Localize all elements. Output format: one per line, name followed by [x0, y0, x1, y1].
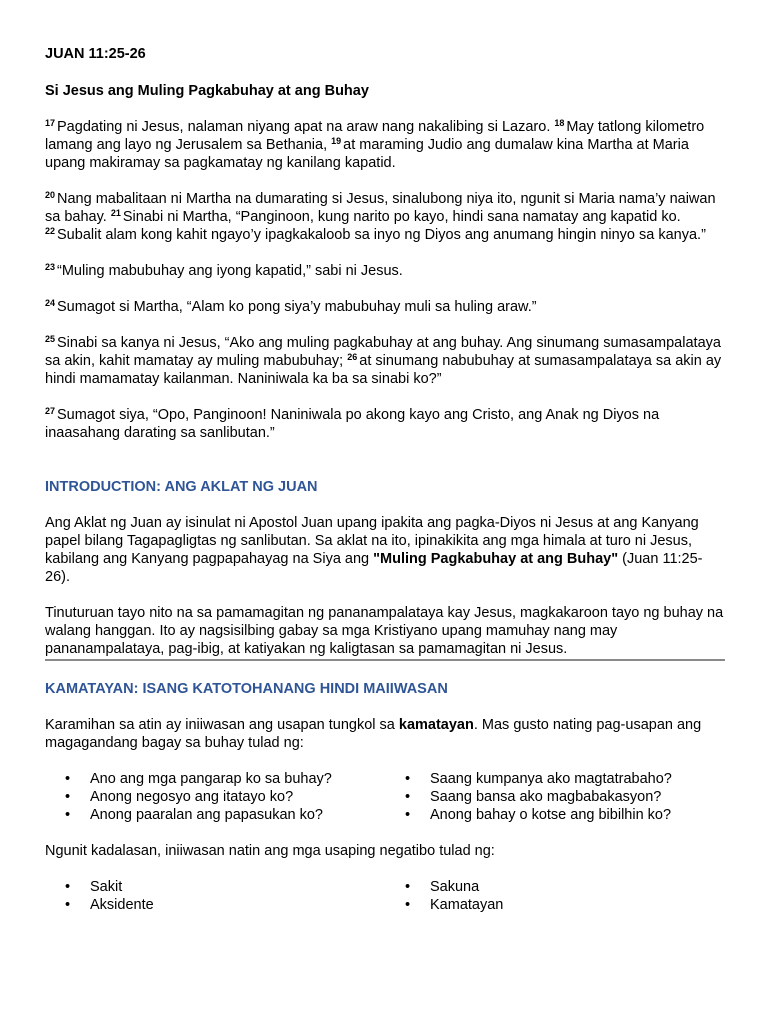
verse-number: 18	[554, 118, 565, 128]
list-item: • Sakit	[45, 878, 385, 896]
verse-text: at maraming Judio ang dumalaw kina Martha at Maria upang makiramay sa pagkamatay ng kanilang kapatid.	[45, 137, 689, 171]
scripture-paragraph	[45, 334, 725, 388]
kamatayan-text: Karamihan sa atin ay iniiwasan ang usapan tungkol sa	[45, 717, 399, 733]
verse-text: “Muling mabubuhay ang iyong kapatid,” sabi ni Jesus.	[57, 263, 403, 279]
bullet-column-right	[385, 878, 725, 914]
scripture-passage	[45, 118, 725, 442]
list-item: • Aksidente	[45, 896, 385, 914]
scripture-paragraph	[45, 298, 725, 316]
scripture-paragraph	[45, 190, 725, 244]
kamatayan-paragraph: Ngunit kadalasan, iniiwasan natin ang mga usaping negatibo tulad ng:	[45, 843, 495, 859]
verse-text: Subalit alam kong kahit ngayo’y ipagkakaloob sa inyo ng Diyos ang anumang hingin ninyo sa kanya.”	[57, 227, 706, 243]
bullet-column-left	[45, 878, 385, 914]
introduction-text: (Juan 11:25-26).	[45, 551, 703, 585]
verse-number: 19	[331, 136, 342, 146]
introduction-text: Ang Aklat ng Juan ay isinulat ni Apostol Juan upang ipakita ang pagka-Diyos ni Jesus at ang Kanyang papel bilang Tagapagligtas ng sanlibutan. Sa aklat na ito, ipinakikita ang mga himala at turo ni Jesus, kabilang ang Kanyang pagpapahayag na Siya ang	[45, 515, 699, 567]
verse-text: Sumagot siya, “Opo, Panginoon! Naniniwala po akong kayo ang Cristo, ang Anak ng Diyos na inaasahang darating sa sanlibutan.”	[45, 407, 660, 441]
list-item: • Anong negosyo ang itatayo ko?	[45, 788, 385, 806]
introduction-heading: INTRODUCTION: ANG AKLAT NG JUAN	[45, 479, 318, 495]
introduction-paragraph: Tinuturuan tayo nito na sa pamamagitan ng pananampalataya kay Jesus, magkakaroon tayo ng buhay na walang hanggan. Ito ay nagsisilbing gabay sa mga Kristiyano upang mamuhay nang may pananampalataya, pag-ibig, at katiyakan ng kaligtasan sa pamamagitan ni Jesus.	[45, 605, 724, 657]
verse-text: Sumagot si Martha, “Alam ko pong siya’y mabubuhay muli sa huling araw.”	[57, 299, 537, 315]
scripture-paragraph	[45, 118, 725, 172]
verse-number: 23	[45, 262, 56, 272]
list-item: • Sakuna	[385, 878, 725, 896]
scripture-paragraph	[45, 406, 725, 442]
verse-number: 27	[45, 406, 56, 416]
verse-text: Nang mabalitaan ni Martha na dumarating si Jesus, sinalubong niya ito, ngunit si Maria nama’y naiwan sa bahay.	[45, 191, 716, 225]
introduction-emphasis: "Muling Pagkabuhay at ang Buhay"	[373, 551, 619, 567]
verse-number: 22	[45, 226, 56, 236]
kamatayan-emphasis: kamatayan	[398, 717, 474, 733]
kamatayan-heading: KAMATAYAN: ISANG KATOTOHANANG HINDI MAIIWASAN	[45, 681, 448, 697]
life-questions-list	[45, 770, 725, 824]
scripture-paragraph	[45, 262, 725, 280]
bullet-column-left	[45, 770, 385, 824]
negative-topics-list	[45, 878, 725, 914]
list-item: • Saang bansa ako magbabakasyon?	[385, 788, 725, 806]
verse-text: at sinumang nabubuhay at sumasampalataya sa akin ay hindi mamamatay kailanman. Naniniwala ka ba sa sinabi ko?”	[45, 353, 722, 387]
verse-number: 21	[110, 208, 121, 218]
document-page	[45, 45, 725, 914]
kamatayan-text: . Mas gusto nating pag-usapan ang magagandang bagay sa buhay tulad ng:	[45, 717, 702, 751]
list-item: • Kamatayan	[385, 896, 725, 914]
verse-text: May tatlong kilometro lamang ang layo ng Jerusalem sa Bethania,	[45, 119, 705, 153]
list-item: • Anong bahay o kotse ang bibilhin ko?	[385, 806, 725, 824]
kamatayan-paragraph	[45, 716, 725, 752]
verse-number: 24	[45, 298, 56, 308]
list-item: • Ano ang mga pangarap ko sa buhay?	[45, 770, 385, 788]
verse-text: Pagdating ni Jesus, nalaman niyang apat na araw nang nakalibing si Lazaro.	[57, 119, 551, 135]
section-divider	[45, 659, 725, 661]
introduction-paragraph	[45, 514, 725, 586]
document-title: JUAN 11:25-26	[45, 46, 146, 62]
bullet-column-right	[385, 770, 725, 824]
list-item: • Anong paaralan ang papasukan ko?	[45, 806, 385, 824]
document-subtitle: Si Jesus ang Muling Pagkabuhay at ang Buhay	[45, 83, 369, 99]
verse-number: 25	[45, 334, 56, 344]
verse-number: 20	[45, 190, 56, 200]
verse-text: Sinabi ni Martha, “Panginoon, kung narito po kayo, hindi sana namatay ang kapatid ko.	[122, 209, 681, 225]
verse-number: 17	[45, 118, 56, 128]
list-item: • Saang kumpanya ako magtatrabaho?	[385, 770, 725, 788]
verse-number: 26	[347, 352, 358, 362]
verse-text: Sinabi sa kanya ni Jesus, “Ako ang muling pagkabuhay at ang buhay. Ang sinumang sumasampalataya sa akin, kahit mamatay ay muling mabubuhay;	[45, 335, 721, 369]
